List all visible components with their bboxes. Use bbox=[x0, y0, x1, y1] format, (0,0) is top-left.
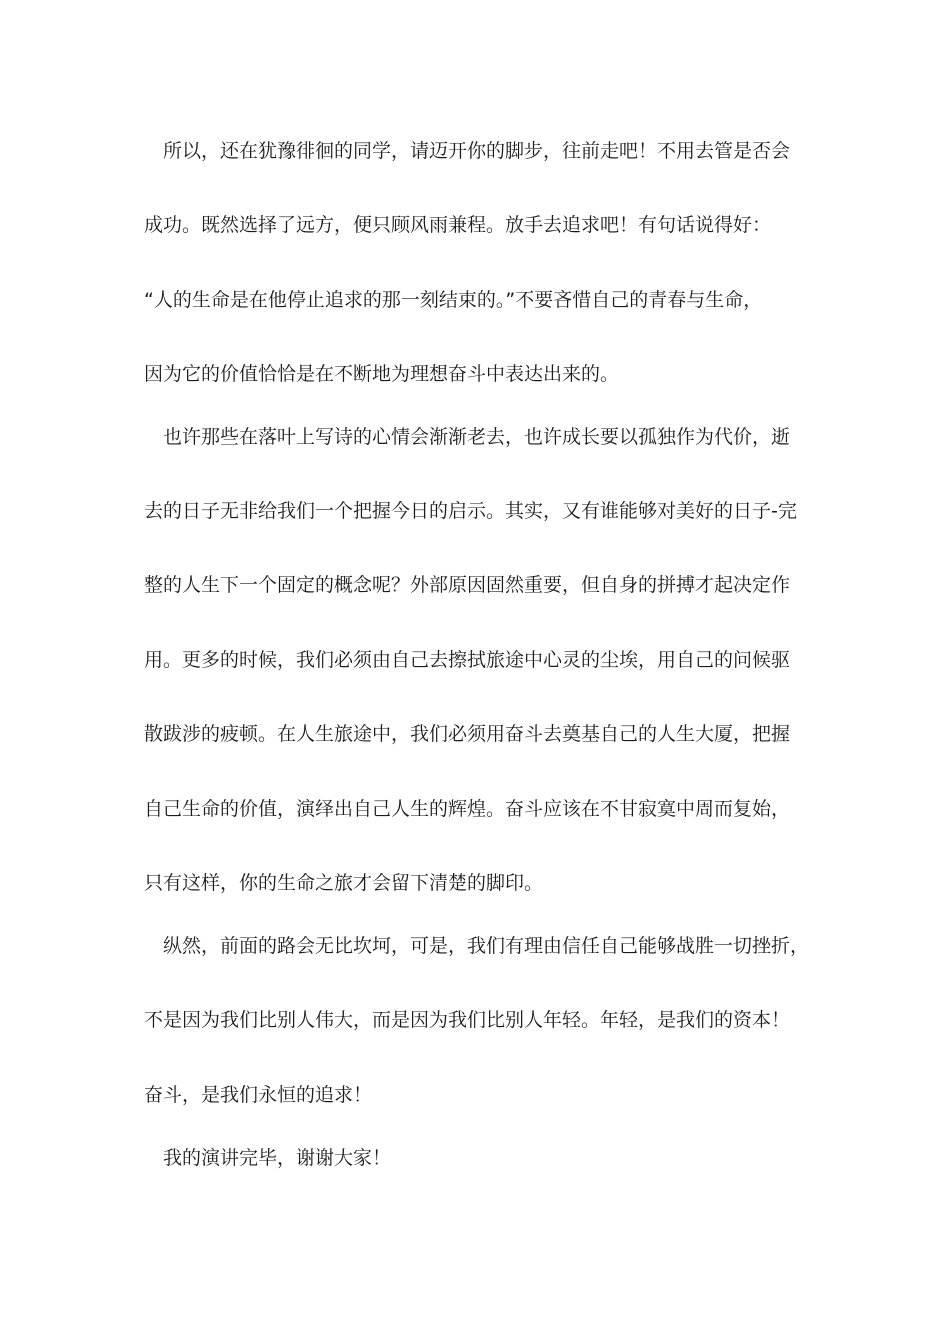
text-line: 不是因为我们比别人伟大，而是因为我们比别人年轻。年轻，是我们的资本！ bbox=[144, 1009, 791, 1031]
text-line: 奋斗，是我们永恒的追求！ bbox=[144, 1084, 373, 1106]
text-line: 因为它的价值恰恰是在不断地为理想奋斗中表达出来的。 bbox=[144, 363, 620, 385]
text-line: 成功。既然选择了远方，便只顾风雨兼程。放手去追求吧！有句话说得好： bbox=[144, 214, 772, 236]
text-line: 所以，还在犹豫徘徊的同学，请迈开你的脚步，往前走吧！不用去管是否会 bbox=[163, 140, 791, 162]
text-line: 自己生命的价值，演绎出自己人生的辉煌。奋斗应该在不甘寂寞中周而复始， bbox=[144, 798, 791, 820]
text-line: 散跋涉的疲顿。在人生旅途中，我们必须用奋斗去奠基自己的人生大厦，把握 bbox=[144, 723, 791, 745]
text-line: 去的日子无非给我们一个把握今日的启示。其实，又有谁能够对美好的日子-完 bbox=[144, 500, 797, 522]
text-line: 也许那些在落叶上写诗的心情会渐渐老去，也许成长要以孤独作为代价，逝 bbox=[163, 426, 791, 448]
text-line: “人的生命是在他停止追求的那一刻结束的。”不要吝惜自己的青春与生命， bbox=[144, 289, 763, 311]
text-line: 整的人生下一个固定的概念呢？外部原因固然重要，但自身的拼搏才起决定作 bbox=[144, 574, 791, 596]
text-line: 只有这样，你的生命之旅才会留下清楚的脚印。 bbox=[144, 872, 544, 894]
text-line: 纵然，前面的路会无比坎坷，可是，我们有理由信任自己能够战胜一切挫折， bbox=[163, 935, 810, 957]
text-line: 用。更多的时候，我们必须由自己去擦拭旅途中心灵的尘埃，用自己的问候驱 bbox=[144, 649, 791, 671]
text-line: 我的演讲完毕，谢谢大家！ bbox=[163, 1147, 392, 1169]
